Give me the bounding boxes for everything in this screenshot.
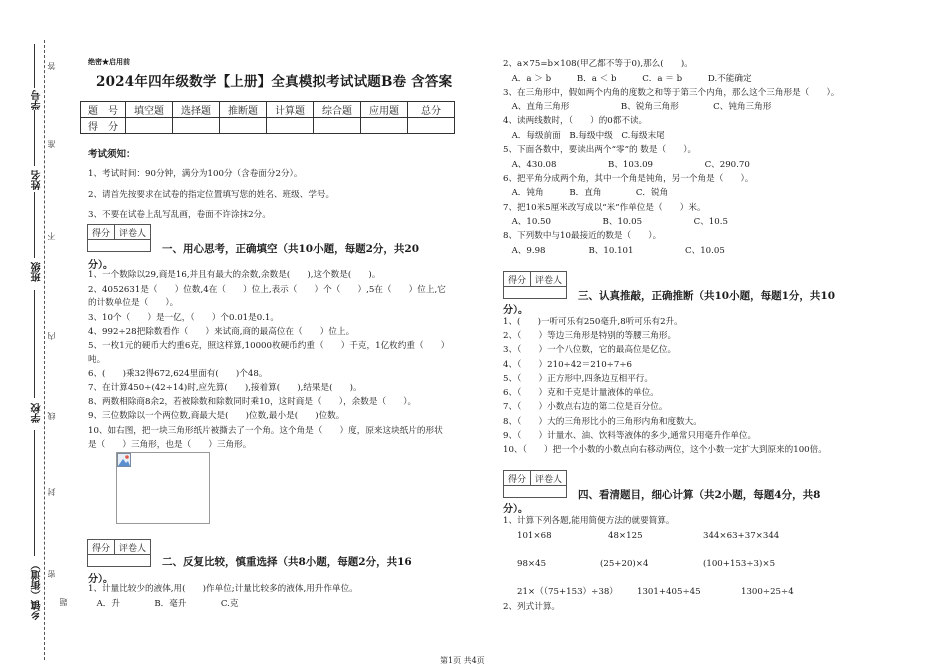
question-line: A．a ＞ b B．a ＜ b C．a ＝ b D.不能确定: [503, 74, 752, 84]
question-line: 2、4052631是（ ）位数,4在（ ）位上,表示（ ）个（ ）,5在（ ）位上,它: [88, 285, 446, 295]
binding-label-town: 乡镇（街道）: [32, 560, 43, 620]
binding-underline: [34, 430, 35, 556]
grader-reviewer-label: 评卷人: [535, 475, 563, 485]
question-line: 4、读两线数时，（ ）的0都不读。: [503, 116, 648, 126]
binding-label-school: 学校: [32, 403, 43, 423]
score-input-cell[interactable]: [173, 118, 220, 134]
binding-label-class: 班级: [32, 262, 43, 282]
page-footer: 第1页 共4页: [440, 656, 485, 665]
score-table-score-row: [81, 118, 455, 134]
binding-underline: [34, 110, 35, 166]
score-input-cell[interactable]: [361, 118, 408, 134]
question-line: 10、（ ）把一个小数的小数点向右移动两位，这个小数一定扩大到原来的100倍。: [503, 445, 827, 455]
notice-item: 2、请首先按要求在试卷的指定位置填写您的姓名、班级、学号。: [88, 190, 335, 200]
binding-label-name: 姓名: [32, 170, 43, 190]
section3-heading: 三、认真推敲，正确推断（共10小题，每题1分，共10: [578, 290, 836, 302]
grader-box: [87, 224, 151, 240]
binding-seal-char: 线: [47, 412, 56, 420]
grader-score-label: 得分: [504, 272, 531, 286]
question-line: 1、( )一听可乐有250毫升,8听可乐有2升。: [503, 317, 683, 327]
secret-label: 绝密★启用前: [88, 57, 130, 66]
question-line: 3、在三角形中，假如两个内角的度数之和等于第三个内角，那么这个三角形是（ ）。: [503, 88, 840, 98]
question-line: 6、( )乘32得672,624里面有( )个48。: [88, 369, 268, 379]
binding-underline: [34, 290, 35, 398]
binding-underline: [34, 44, 35, 88]
question-line: 7、（ ）小数点右边的第二位是百分位。: [503, 402, 668, 412]
binding-seal-char: 题: [59, 598, 68, 606]
question-line: 8、下列数中与10最接近的数是（ ）。: [503, 231, 662, 241]
question-line: 10、如右图，把一块三角形纸片被撕去了一个角。这个角是（ ）度，原来这块纸片的形状: [88, 426, 443, 436]
binding-label-student-id: 学号: [32, 90, 43, 110]
calc-item: 1301+405÷45: [637, 587, 701, 597]
calc-item: 1300÷25÷4: [741, 587, 794, 597]
notice-item: 1、考试时间：90分钟，满分为100分（含卷面分2分）。: [88, 169, 303, 179]
section4-heading: 四、看清题目，细心计算（共2小题，每题4分，共8: [578, 489, 821, 501]
grader-score-label: 得分: [88, 540, 115, 554]
question-line: A．升 B．毫升 C.克: [88, 599, 239, 609]
grader-score-label: 得分: [88, 225, 115, 239]
question-line: 2、列式计算。: [503, 602, 561, 612]
calc-item: 101×68: [517, 531, 552, 541]
calc-item: (25+20)×4: [600, 559, 649, 569]
grader-box: [503, 470, 567, 486]
question-line: A、直角三角形 B、锐角三角形 C、钝角三角形: [503, 102, 772, 112]
grader-reviewer-label: 评卷人: [535, 276, 563, 286]
score-input-cell[interactable]: [220, 118, 267, 134]
score-table-cell: 应用题: [361, 102, 408, 118]
binding-strip: [0, 0, 70, 671]
question-line: 1、计量比较少的液体,用( )作单位;计量比较多的液体,用升作单位。: [88, 584, 358, 594]
section1-heading: 一、用心思考，正确填空（共10小题，每题2分，共20: [162, 243, 420, 255]
question-line: 2、a×75=b×108(甲乙都不等于0),那么( )。: [503, 59, 693, 69]
grader-reviewer-label: 评卷人: [119, 229, 147, 239]
binding-seal-char: 答: [47, 62, 56, 70]
grader-box: [503, 271, 567, 287]
question-line: A、10.50 B、10.05 C、10.5: [503, 217, 728, 227]
section1-heading-cont: 分）。: [88, 260, 113, 271]
question-line: A．钝角 B．直角 C．锐角: [503, 188, 669, 198]
grader-score-label: 得分: [504, 471, 531, 485]
question-line: A、430.08 B、103.09 C、290.70: [503, 160, 750, 170]
grader-box-blank[interactable]: [503, 485, 567, 498]
section2-heading-cont: 分）。: [88, 574, 113, 585]
calc-item: 344×63+37×344: [703, 531, 780, 541]
notice-item: 3、不要在试卷上乱写乱画，卷面不许涂抹2分。: [88, 210, 271, 220]
grader-box: [87, 539, 151, 555]
question-line: 3、10个（ ）是一亿，（ ）个0.01是0.1。: [88, 313, 279, 323]
section2-heading: 二、反复比较，慎重选择（共8小题，每题2分，共16: [162, 556, 412, 568]
score-table: [80, 101, 455, 134]
score-table-cell: 题 号: [81, 102, 126, 118]
page-title: 2024年四年级数学【上册】全真模拟考试试题B卷 含答案: [96, 74, 453, 90]
score-table-cell: 填空题: [126, 102, 173, 118]
score-table-cell: 推断题: [220, 102, 267, 118]
grader-box-blank[interactable]: [503, 286, 567, 299]
score-input-cell[interactable]: [314, 118, 361, 134]
question-line: 吨。: [88, 355, 106, 365]
score-table-cell: 计算题: [267, 102, 314, 118]
score-table-cell: 选择题: [173, 102, 220, 118]
question-line: 6、（ ）克和千克是计量液体的单位。: [503, 388, 659, 398]
score-input-cell[interactable]: [267, 118, 314, 134]
question-line: 7、在计算450÷(42÷14)时,应先算( ),接着算( ),结果是( )。: [88, 383, 362, 393]
grader-box-blank[interactable]: [87, 239, 151, 252]
question-line: 6、把平角分成两个角，其中一个角是钝角，另一个角是（ ）。: [503, 174, 754, 184]
question-line: 8、（ ）大的三角形比小的三角形内角和度数大。: [503, 417, 702, 427]
score-input-cell[interactable]: [408, 118, 455, 134]
question-line: 3、（ ）一个八位数，它的最高位是亿位。: [503, 345, 677, 355]
question-line: 1、一个数除以29,商是16,并且有最大的余数,余数是( ),这个数是( )。: [88, 270, 381, 280]
question-line: 的计数单位是（ ）。: [88, 298, 179, 308]
question-line: 是（ ）三角形，也是（ ）三角形。: [88, 440, 252, 450]
question-line: 2、（ ）等边三角形是特别的等腰三角形。: [503, 331, 677, 341]
image-placeholder-icon: [117, 453, 131, 467]
question-line: A．每级前面 B.每级中级 C.每级末尾: [503, 131, 665, 141]
calc-item: 98×45: [517, 559, 547, 569]
question-line: 5、一枚1元的硬币大约重6克，照这样算,10000枚硬币约重（ ）千克，1亿枚约重（ ）: [88, 341, 450, 351]
section4-heading-cont: 分）。: [503, 504, 528, 515]
question-line: 9、（ ）计量水、油、饮料等液体的多少,通常只用毫升作单位。: [503, 431, 757, 441]
binding-seal-char: 密: [47, 570, 56, 578]
question-line: 9、三位数除以一个两位数,商最大是( )位数,最小是( )位数。: [88, 411, 345, 421]
calc-item: 48×125: [608, 531, 643, 541]
binding-seal-char: 不: [47, 232, 56, 240]
calc-item: 21×（（75+153）÷38）: [517, 587, 618, 597]
grader-reviewer-label: 评卷人: [119, 544, 147, 554]
torn-triangle-figure: [116, 452, 210, 524]
binding-seal-char: 封: [47, 488, 56, 496]
score-table-cell: 得 分: [81, 118, 126, 134]
score-table-cell: 总分: [408, 102, 455, 118]
score-input-cell[interactable]: [126, 118, 173, 134]
calc-item: (100+153÷3)×5: [703, 559, 776, 569]
question-line: 4、（ ）210÷42＝210÷7÷6: [503, 360, 633, 370]
notice-heading: 考试须知：: [88, 149, 136, 160]
question-line: 7、把10米5厘米改写成以“米”作单位是（ ）米。: [503, 203, 706, 213]
grader-box-blank[interactable]: [87, 554, 151, 567]
binding-seal-char: 准: [47, 140, 56, 148]
question-line: 1、计算下列各题,能用简便方法的就要简算。: [503, 516, 675, 526]
binding-underline: [34, 192, 35, 258]
section3-heading-cont: 分）。: [503, 305, 528, 316]
question-line: 5、下面各数中，要读出两个“零”的 数是（ ）。: [503, 145, 697, 155]
score-table-cell: 综合题: [314, 102, 361, 118]
question-line: 8、两数相除商8余2，若被除数和除数同时乘10，这时商是（ ），余数是（ ）。: [88, 397, 417, 407]
question-line: 4、992÷28把除数看作（ ）来试商,商的最高位在（ ）位上。: [88, 327, 355, 337]
score-table-header-row: [81, 102, 455, 118]
question-line: A、9.98 B、10.101 C、10.05: [503, 246, 725, 256]
binding-seal-char: 内: [47, 332, 56, 340]
question-line: 5、（ ）正方形中,四条边互相平行。: [503, 374, 653, 384]
